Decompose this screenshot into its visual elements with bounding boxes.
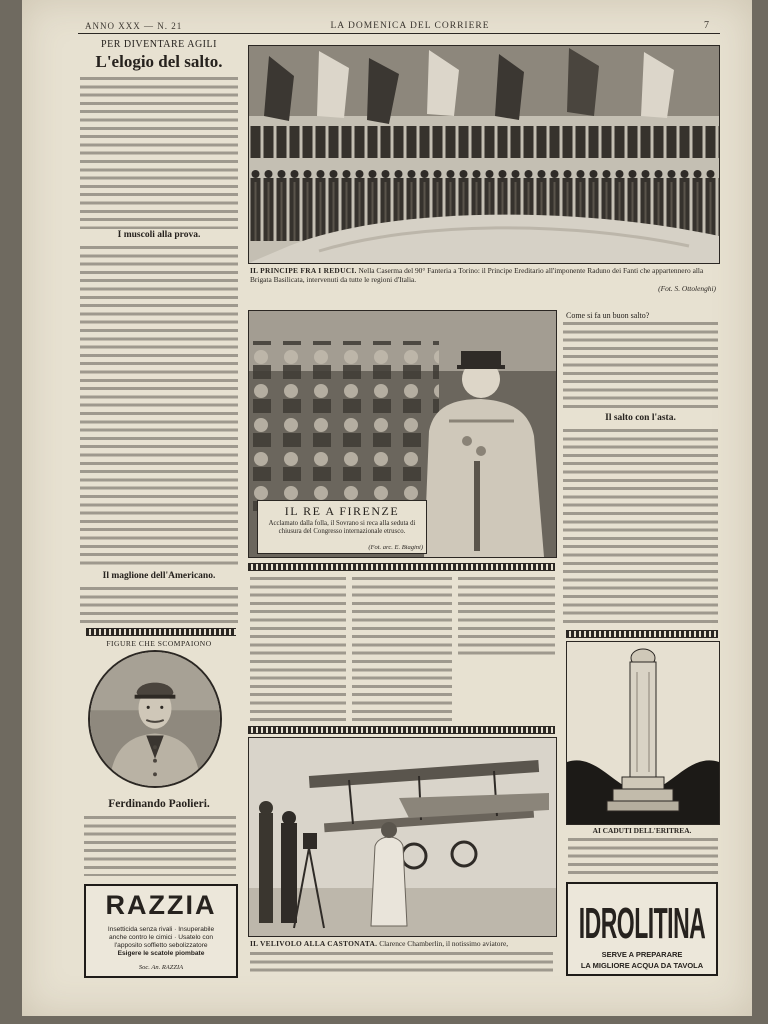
caption-eritrea-title: AI CADUTI DELL'ERITREA.	[592, 826, 692, 835]
ornament-border	[86, 628, 236, 636]
lead-question: Come si fa un buon salto?	[566, 311, 650, 320]
caption-principe-reduci	[250, 266, 716, 284]
newspaper-title: LA DOMENICA DEL CORRIERE	[330, 21, 490, 31]
article-body-text	[563, 427, 718, 625]
caption-title: IL PRINCIPE FRA I REDUCI.	[250, 266, 357, 275]
article-title: L'elogio del salto.	[95, 52, 223, 71]
airplane-photo-image	[249, 738, 556, 936]
caption-body-text	[250, 950, 553, 976]
photo-velivolo	[248, 737, 557, 937]
razzia-footer: Soc. An. RAZZIA	[138, 964, 184, 971]
article-body-text	[80, 585, 238, 623]
razzia-line: Insetticida senza rivali · Insuperabile	[107, 926, 215, 933]
article-body-text	[80, 244, 238, 568]
idrolitina-line: LA MIGLIORE ACQUA DA TAVOLA	[580, 961, 704, 970]
caption-text: Nella Caserma del 90° Fanteria a Torino: il Principe Ereditario all'imponente Raduno dei Fanti che appartennero alla Brigata Basilicata, intervenuti da tutte le regioni d'Italia.	[250, 266, 704, 284]
page-number: 7	[704, 20, 710, 31]
razzia-brand: RAZZIA	[105, 890, 217, 920]
subhead-muscoli: I muscoli alla prova.	[117, 230, 201, 240]
crowd-photo-image	[249, 46, 719, 263]
caption-title: IL RE A FIRENZE	[284, 504, 400, 518]
idrolitina-advertisement	[566, 882, 718, 976]
obituary-name: Ferdinando Paolieri.	[108, 798, 210, 810]
article-kicker: PER DIVENTARE AGILI	[101, 39, 217, 50]
photo-credit: (Fot. arc. E. Biagini)	[368, 544, 423, 551]
photo-principe-reduci	[248, 45, 720, 264]
portrait-photo	[88, 650, 222, 788]
caption-box-re-firenze	[257, 500, 427, 554]
razzia-line: l'apposito soffietto sebolizzatore	[114, 942, 208, 949]
caption-text: Clarence Chamberlin, il notissimo aviatore,	[379, 939, 509, 948]
subhead-maglione: Il maglione dell'Americano.	[102, 571, 216, 581]
caption-text: Acclamato dalla folla, il Sovrano si reca alla seduta di chiusura del Congresso internazionale etrusco.	[268, 520, 416, 535]
masthead-rule	[78, 33, 720, 34]
idrolitina-line: SERVE A PREPARARE	[601, 950, 683, 959]
caption-body-text	[568, 836, 718, 877]
ornament-border	[248, 726, 555, 734]
photo-monumento-eritrea	[566, 641, 720, 825]
ornament-border	[248, 563, 555, 571]
idrolitina-brand: IDROLITINA	[578, 898, 706, 948]
article-body-text	[80, 75, 238, 229]
portrait-image	[90, 652, 220, 786]
razzia-advertisement	[84, 884, 238, 978]
caption-velivolo	[250, 939, 553, 948]
monument-image	[567, 642, 719, 824]
photo-credit: (Fot. S. Ottolenghi)	[658, 284, 716, 293]
razzia-line: Esigere le scatole piombate	[117, 950, 205, 957]
article-body-text	[458, 575, 555, 660]
article-body-text	[250, 575, 346, 722]
article-body-text	[563, 320, 718, 412]
caption-title: IL VELIVOLO ALLA CASTONATA.	[250, 939, 378, 948]
obituary-body-text	[84, 814, 236, 876]
obituary-section-title: FIGURE CHE SCOMPAIONO	[106, 639, 212, 648]
article-body-text	[352, 575, 452, 722]
subhead-asta: Il salto con l'asta.	[605, 413, 676, 423]
razzia-line: anche contro le cimici · Usatelo con	[108, 934, 214, 941]
issue-number: ANNO XXX — N. 21	[85, 21, 183, 31]
ornament-border	[566, 630, 718, 638]
